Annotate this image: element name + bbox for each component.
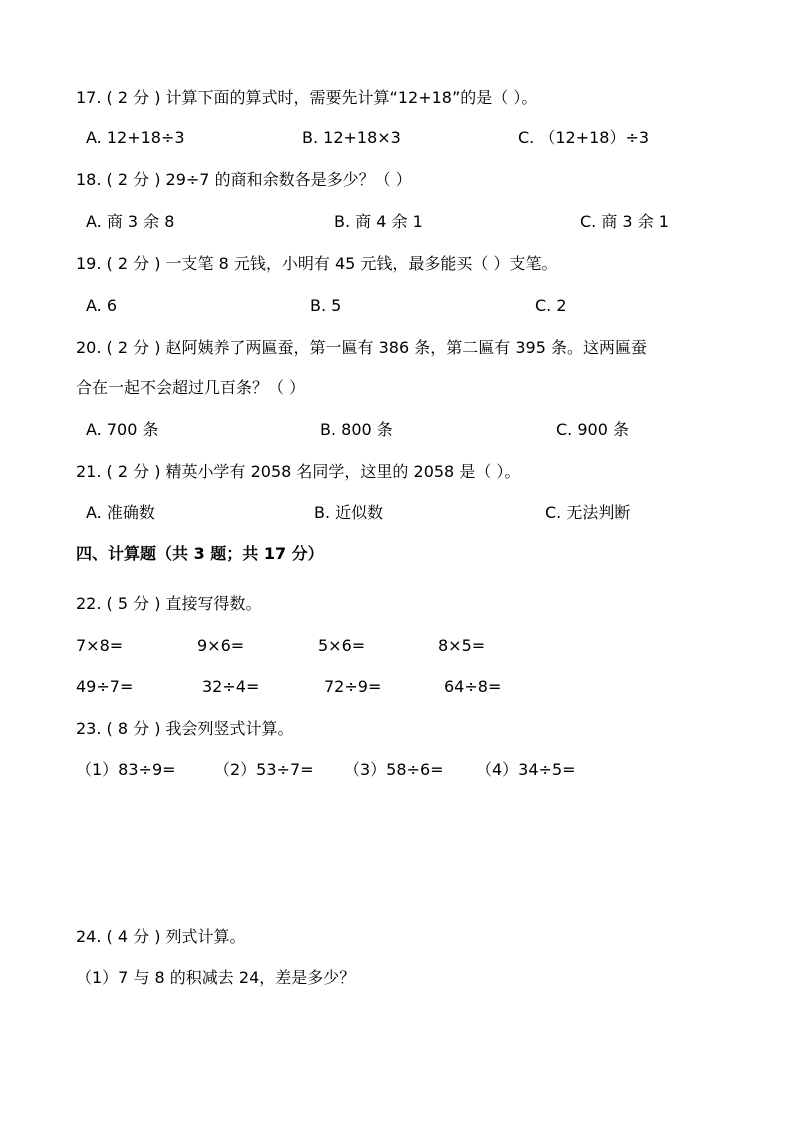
- question-20-stem: 20. ( 2 分 ) 赵阿姨养了两匾蚕，第一匾有 386 条，第二匾有 395 条。这两匾蚕: [76, 338, 647, 357]
- section-title: 四、计算题（共 3 题；共 17 分）: [76, 544, 324, 563]
- calc-item: 8×5=: [438, 636, 486, 655]
- calc-item: 49÷7=: [76, 677, 134, 696]
- question-23-stem: 23. ( 8 分 ) 我会列竖式计算。: [76, 719, 294, 738]
- question-21-option-b: B. 近似数: [314, 503, 384, 522]
- question-22-stem: 22. ( 5 分 ) 直接写得数。: [76, 594, 262, 613]
- calc-item: 72÷9=: [324, 677, 382, 696]
- question-18-option-c: C. 商 3 余 1: [580, 212, 669, 231]
- question-21-option-c: C. 无法判断: [545, 503, 631, 522]
- calc-item: 5×6=: [318, 636, 366, 655]
- question-17-option-a: A. 12+18÷3: [86, 128, 185, 147]
- question-20-option-c: C. 900 条: [556, 420, 629, 439]
- calc-item: 7×8=: [76, 636, 124, 655]
- question-20-option-b: B. 800 条: [320, 420, 393, 439]
- question-18-stem: 18. ( 2 分 ) 29÷7 的商和余数各是多少？（ ）: [76, 170, 412, 189]
- vertical-calc-item: （1）83÷9=: [76, 760, 176, 779]
- question-24-sub-1: （1）7 与 8 的积减去 24，差是多少？: [76, 968, 356, 987]
- calc-item: 64÷8=: [444, 677, 502, 696]
- question-20-option-a: A. 700 条: [86, 420, 159, 439]
- question-17-option-b: B. 12+18×3: [302, 128, 401, 147]
- vertical-calc-item: （3）58÷6=: [344, 760, 444, 779]
- vertical-calc-item: （4）34÷5=: [476, 760, 576, 779]
- calc-item: 9×6=: [197, 636, 245, 655]
- question-19-stem: 19. ( 2 分 ) 一支笔 8 元钱，小明有 45 元钱，最多能买（ ）支笔。: [76, 254, 558, 273]
- question-19-option-c: C. 2: [535, 296, 567, 315]
- question-19-option-a: A. 6: [86, 296, 118, 315]
- question-20-stem-continued: 合在一起不会超过几百条？（ ）: [76, 378, 306, 397]
- question-17-stem: 17. ( 2 分 ) 计算下面的算式时，需要先计算“12+18”的是（ ）。: [76, 88, 538, 107]
- question-17-option-c: C. （12+18）÷3: [518, 128, 650, 147]
- calc-item: 32÷4=: [202, 677, 260, 696]
- question-21-stem: 21. ( 2 分 ) 精英小学有 2058 名同学，这里的 2058 是（ ）。: [76, 462, 521, 481]
- question-18-option-b: B. 商 4 余 1: [334, 212, 423, 231]
- question-24-stem: 24. ( 4 分 ) 列式计算。: [76, 927, 246, 946]
- question-18-option-a: A. 商 3 余 8: [86, 212, 175, 231]
- vertical-calc-item: （2）53÷7=: [214, 760, 314, 779]
- question-19-option-b: B. 5: [310, 296, 342, 315]
- question-21-option-a: A. 准确数: [86, 503, 155, 522]
